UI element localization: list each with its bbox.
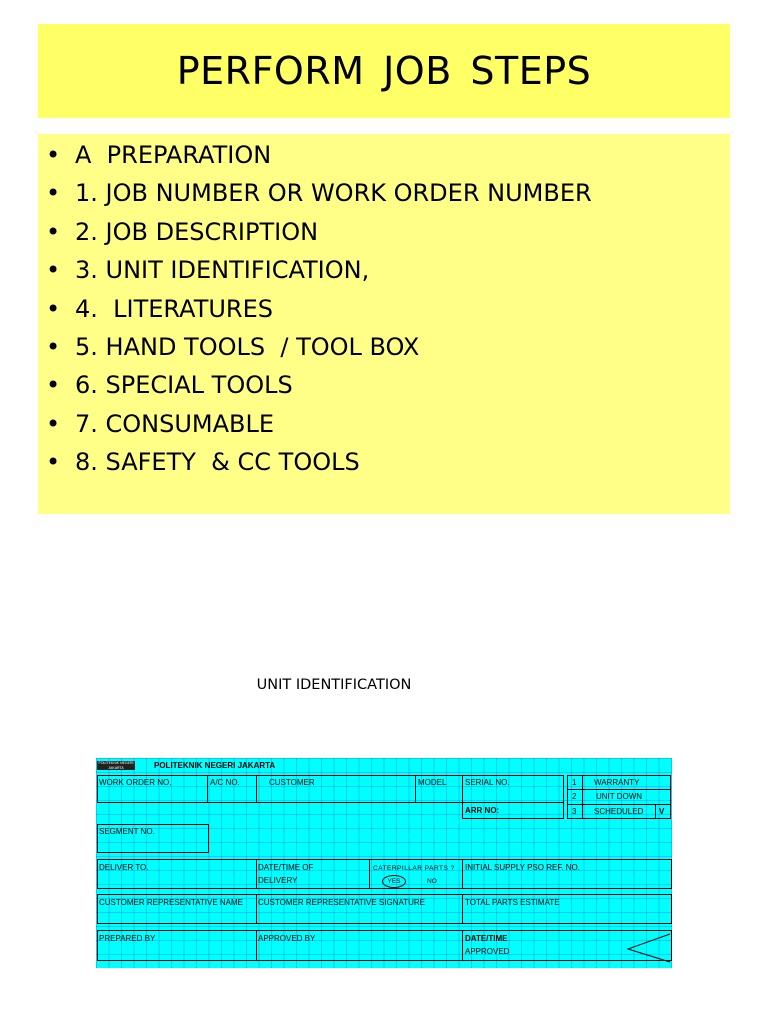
steps-list xyxy=(46,136,592,482)
slide-title: PERFORM JOB STEPS xyxy=(176,49,592,93)
yes-option[interactable]: YES xyxy=(382,875,406,888)
list-item: • 8. SAFETY & CC TOOLS xyxy=(46,443,592,481)
prepared-by-label: PREPARED BY xyxy=(99,934,156,943)
cust-rep-name-label: CUSTOMER REPRESENTATIVE NAME xyxy=(99,898,244,907)
option-num-3: 3 xyxy=(572,807,577,816)
arr-no-label: ARR NO: xyxy=(465,806,500,815)
list-item: • 5. HAND TOOLS / TOOL BOX xyxy=(46,328,592,366)
list-item: • 4. LITERATURES xyxy=(46,290,592,328)
steps-list-box xyxy=(38,134,730,514)
bullet-icon: • xyxy=(46,409,61,438)
approved-label: APPROVED xyxy=(465,947,510,956)
total-parts-label: TOTAL PARTS ESTIMATE xyxy=(465,898,560,907)
list-item: • 2. JOB DESCRIPTION xyxy=(46,213,592,251)
form-header: POLITEKNIK NEGERI JAKARTA xyxy=(154,761,276,770)
option-scheduled[interactable]: SCHEDULED xyxy=(594,807,644,816)
model-label: MODEL xyxy=(418,778,447,787)
datetime-of-label: DATE/TIME OF xyxy=(258,863,314,872)
form-caption: UNIT IDENTIFICATION xyxy=(256,677,412,693)
caterpillar-parts-label: CATERPILLAR PARTS ? xyxy=(373,865,455,872)
ac-no-label: A/C NO. xyxy=(210,778,240,787)
delivery-label: DELIVERY xyxy=(258,876,298,885)
option-num-1: 1 xyxy=(572,778,577,787)
list-item: • 3. UNIT IDENTIFICATION, xyxy=(46,251,592,289)
bullet-icon: • xyxy=(46,217,61,246)
approved-by-label: APPROVED BY xyxy=(258,934,316,943)
unit-identification-form xyxy=(96,758,672,968)
list-item: • A PREPARATION xyxy=(46,136,592,174)
list-item: • 1. JOB NUMBER OR WORK ORDER NUMBER xyxy=(46,174,592,212)
logo: POLITEKNIK NEGERI JAKARTA xyxy=(98,761,134,770)
option-warranty[interactable]: WARRANTY xyxy=(594,778,640,787)
option-num-2: 2 xyxy=(572,792,577,801)
option-unit-down[interactable]: UNIT DOWN xyxy=(596,792,643,801)
list-item: • 7. CONSUMABLE xyxy=(46,405,592,443)
bullet-icon: • xyxy=(46,294,61,323)
serial-no-label: SERIAL NO. xyxy=(465,778,510,787)
deliver-to-label: DELIVER TO. xyxy=(99,863,149,872)
bullet-icon: • xyxy=(46,179,61,208)
bullet-icon: • xyxy=(46,141,61,169)
datetime-label: DATE/TIME xyxy=(465,934,508,943)
bullet-icon: • xyxy=(46,448,61,477)
scheduled-check-mark: V xyxy=(659,807,665,816)
bullet-icon: • xyxy=(46,332,61,361)
no-option[interactable]: NO xyxy=(427,878,437,885)
bullet-icon: • xyxy=(46,371,61,400)
segment-no-label: SEGMENT NO. xyxy=(99,827,155,836)
initial-supply-label: INITIAL SUPPLY PSO REF. NO. xyxy=(465,863,580,872)
work-order-label: WORK ORDER NO. xyxy=(99,778,172,787)
bullet-icon: • xyxy=(46,256,61,285)
list-item: • 6. SPECIAL TOOLS xyxy=(46,366,592,404)
cust-rep-signature-label: CUSTOMER REPRESENTATIVE SIGNATURE xyxy=(258,898,425,907)
title-banner xyxy=(38,24,730,118)
customer-label: CUSTOMER xyxy=(269,778,315,787)
arrow-marker-icon xyxy=(624,932,672,966)
